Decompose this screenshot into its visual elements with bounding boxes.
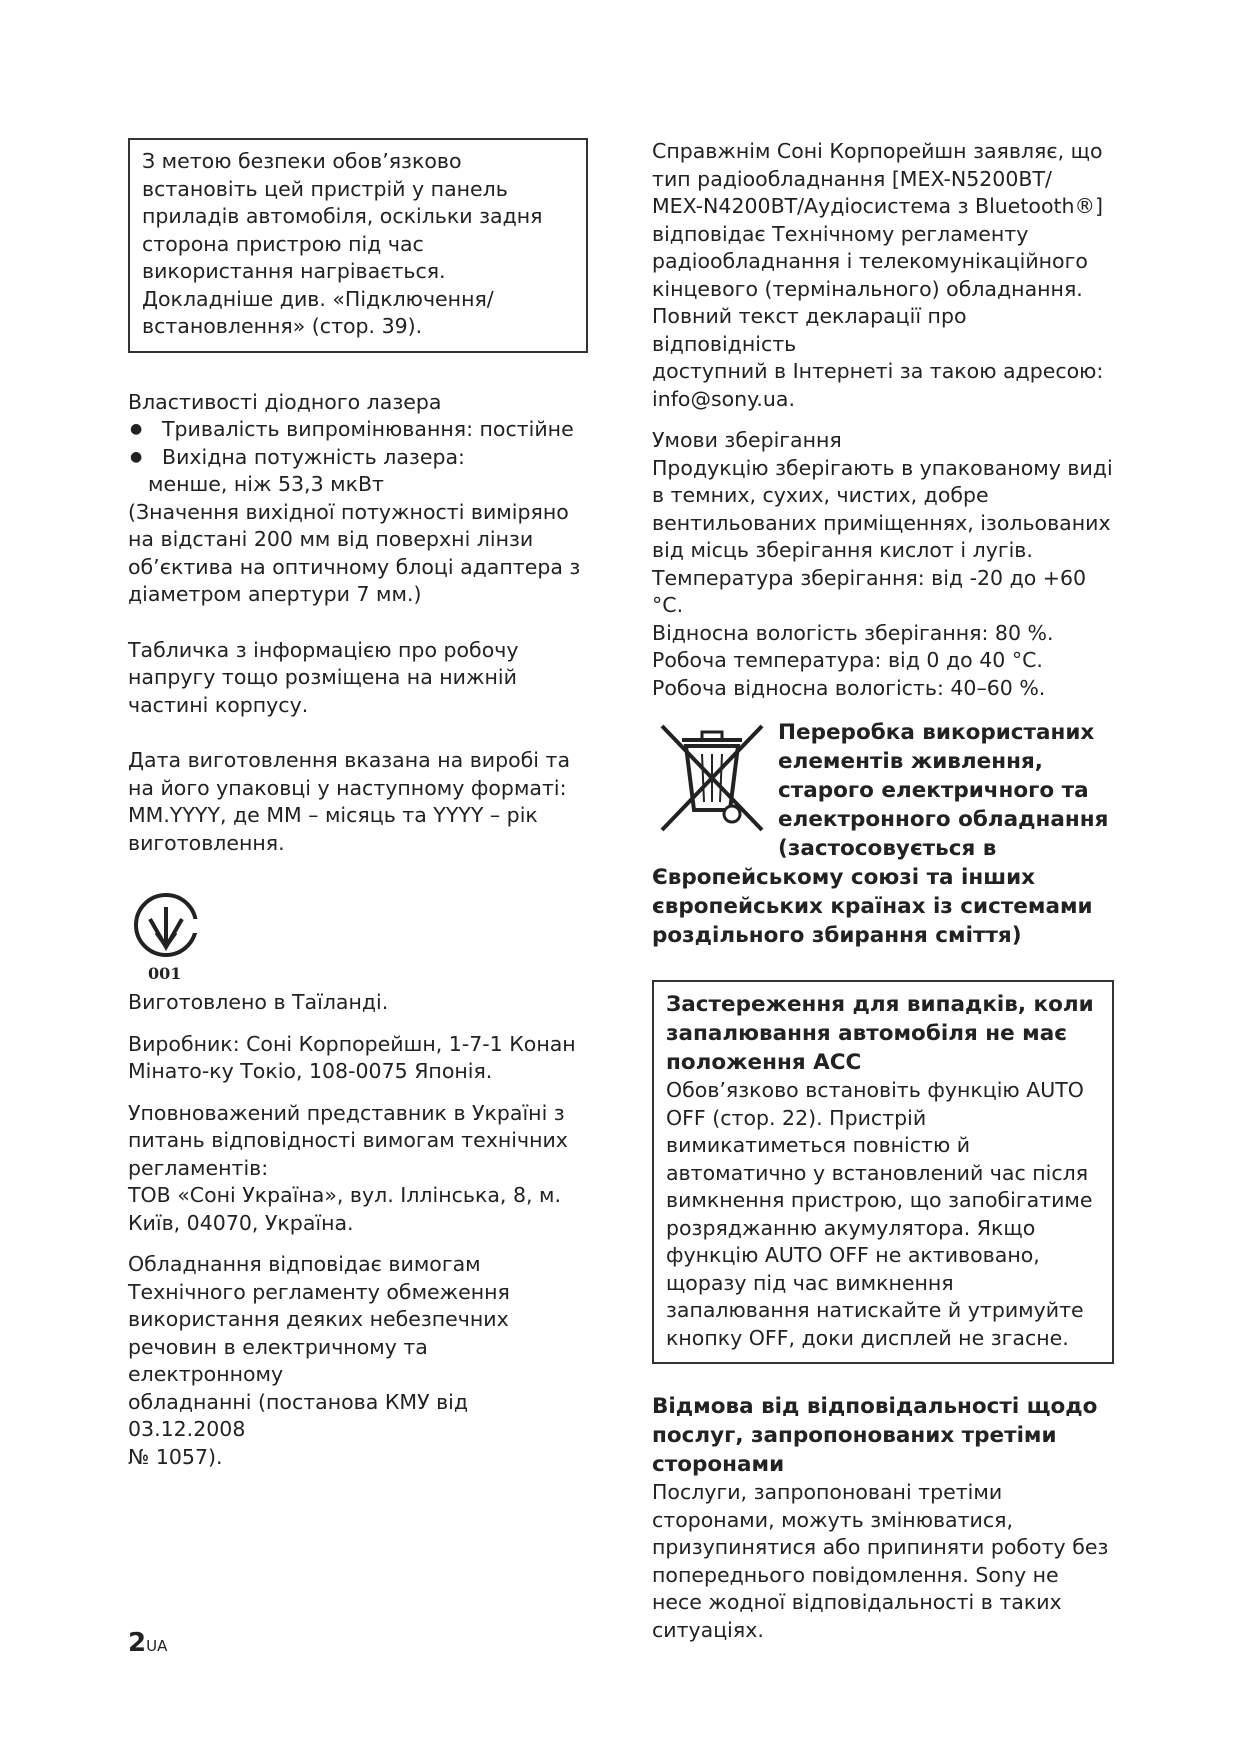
- declaration-line: info@sony.ua.: [652, 386, 795, 411]
- safety-line: Докладніше див. «Підключення/: [142, 286, 494, 311]
- declaration-line: MEX-N4200BT/Аудіосистема з Bluetooth®]: [652, 194, 1104, 218]
- representative-line: ТОВ «Соні Україна», вул. Іллінська, 8, м.: [128, 1183, 562, 1207]
- acc-title-line: запалювання автомобіля не має: [666, 1021, 1067, 1046]
- weee-title-line: Переробка використаних: [778, 720, 1095, 745]
- declaration-line: відповідає Технічному регламенту: [652, 221, 1029, 246]
- manufacture-date-section: [128, 747, 588, 857]
- bullet-item: ● Вихідна потужність лазера:: [128, 444, 588, 472]
- bullet-item: ● Тривалість випромінювання: постійне: [128, 416, 588, 444]
- acc-body-line: кнопку OFF, доки дисплей не згасне.: [666, 1325, 1069, 1350]
- disclaimer-body-line: Послуги, запропоновані третіми: [652, 1480, 1003, 1504]
- acc-title-line: положення ACC: [666, 1050, 862, 1075]
- date-line: виготовлення.: [128, 830, 285, 855]
- compliance-line: використання деяких небезпечних: [128, 1307, 509, 1331]
- weee-title-line: роздільного збирання сміття): [652, 923, 1022, 948]
- manufacturer-section: [128, 1031, 588, 1086]
- safety-line: встановлення» (стор. 39).: [142, 314, 423, 338]
- acc-body-line: запалювання натискайте й утримуйте: [666, 1298, 1084, 1322]
- storage-line: в темних, сухих, чистих, добре: [652, 483, 989, 507]
- weee-title-line: елементів живлення,: [778, 749, 1043, 774]
- representative-section: [128, 1100, 588, 1238]
- laser-bullets: [128, 416, 588, 471]
- declaration-section: [652, 138, 1114, 413]
- page-number-value: 2: [128, 1628, 147, 1658]
- representative-line: питань відповідності вимогам технічних: [128, 1128, 568, 1152]
- laser-note-line: на відстані 200 мм від поверхні лінзи: [128, 527, 534, 551]
- storage-line: Робоча температура: від 0 до 40 °C.: [652, 648, 1043, 672]
- laser-power: менше, ніж 53,3 мкВт: [148, 472, 384, 496]
- voltage-line: Табличка з інформацією про робочу: [128, 637, 519, 662]
- storage-line: Температура зберігання: від -20 до +60 °C.: [652, 565, 1087, 617]
- disclaimer-body-line: попереднього повідомлення. Sony не: [652, 1562, 1059, 1587]
- laser-note-line: (Значення вихідної потужності виміряно: [128, 499, 569, 524]
- laser-note-line: об’єктива на оптичному блоці адаптера з: [128, 554, 581, 579]
- compliance-line: Технічного регламенту обмеження: [128, 1279, 510, 1304]
- acc-body-line: вимкнення пристрою, що запобігатиме: [666, 1188, 1093, 1212]
- compliance-line: обладнанні (постанова КМУ від 03.12.2008: [128, 1389, 469, 1441]
- declaration-line: Справжнім Соні Корпорейшн заявляє, що: [652, 139, 1103, 163]
- weee-title-side: [778, 718, 1108, 863]
- disclaimer-body-line: несе жодної відповідальності в таких: [652, 1590, 1062, 1614]
- voltage-line: частині корпусу.: [128, 692, 309, 717]
- weee-title-line: європейських країнах із системами: [652, 894, 1093, 919]
- ua-mark-number: 001: [148, 964, 182, 983]
- weee-title-line: (застосовується в: [778, 836, 997, 861]
- acc-body-line: Обов’язково встановіть функцію AUTO: [666, 1078, 1084, 1102]
- storage-line: вентильованих приміщеннях, ізольованих: [652, 510, 1111, 535]
- storage-title: Умови зберігання: [652, 428, 842, 452]
- declaration-line: доступний в Інтернеті за такою адресою:: [652, 359, 1104, 383]
- crossed-bin-icon: [652, 718, 772, 838]
- representative-line: Київ, 04070, Україна.: [128, 1210, 354, 1235]
- disclaimer-title-line: сторонами: [652, 1452, 785, 1477]
- manufacturer-line: Виробник: Соні Корпорейшн, 1-7-1 Конан: [128, 1031, 576, 1056]
- voltage-plate-section: [128, 637, 588, 720]
- safety-line: встановіть цей пристрій у панель: [142, 176, 508, 201]
- storage-line: Відносна вологість зберігання: 80 %.: [652, 620, 1054, 645]
- disclaimer-title-line: Відмова від відповідальності щодо: [652, 1394, 1098, 1419]
- weee-header: [652, 718, 1114, 863]
- storage-line: Робоча відносна вологість: 40–60 %.: [652, 675, 1046, 700]
- safety-warning-box: [128, 138, 588, 353]
- compliance-line: речовин в електричному та електронному: [128, 1334, 428, 1386]
- safety-line: З метою безпеки обов’язково: [142, 149, 462, 173]
- disclaimer-body-line: ситуаціях.: [652, 1617, 764, 1642]
- weee-title-line: електронного обладнання: [778, 807, 1109, 832]
- made-in: Виготовлено в Таїланді.: [128, 990, 389, 1014]
- acc-body-line: вимикатиметься повністю й: [666, 1133, 971, 1157]
- left-column: [128, 138, 588, 1471]
- acc-body-line: автоматично у встановлений час після: [666, 1160, 1089, 1185]
- acc-body-line: щоразу під час вимкнення: [666, 1270, 954, 1295]
- representative-line: Уповноважений представник в Україні з: [128, 1100, 565, 1125]
- date-line: Дата виготовлення вказана на виробі та: [128, 748, 571, 772]
- declaration-line: кінцевого (термінального) обладнання.: [652, 276, 1083, 301]
- laser-section: [128, 389, 588, 609]
- manufacturer-line: Мінато-ку Токіо, 108-0075 Японія.: [128, 1059, 493, 1083]
- date-line: MM.YYYY, де MM – місяць та YYYY – рік: [128, 803, 538, 827]
- weee-title-line: Європейському союзі та інших: [652, 865, 1036, 890]
- storage-section: [652, 427, 1114, 702]
- compliance-line: № 1057).: [128, 1444, 223, 1469]
- ua-conformity-mark: [128, 889, 588, 989]
- disclaimer-title-line: послуг, запропонованих третіми: [652, 1423, 1057, 1448]
- storage-line: від місць зберігання кислот і лугів.: [652, 538, 1033, 562]
- acc-body-line: OFF (стор. 22). Пристрій: [666, 1105, 927, 1130]
- compliance-line: Обладнання відповідає вимогам: [128, 1252, 481, 1276]
- weee-title-line: старого електричного та: [778, 778, 1089, 803]
- acc-body-line: функцію AUTO OFF не активовано,: [666, 1243, 1040, 1267]
- page-number-suffix: UA: [146, 1637, 168, 1655]
- right-column: [652, 138, 1114, 1644]
- ua-conformity-icon: [128, 889, 208, 985]
- date-line: на його упаковці у наступному форматі:: [128, 775, 567, 800]
- laser-title: Властивості діодного лазера: [128, 389, 442, 414]
- voltage-line: напругу тощо розміщена на нижній: [128, 665, 517, 689]
- weee-section: [652, 718, 1114, 950]
- safety-line: використання нагрівається.: [142, 259, 446, 283]
- disclaimer-body-line: призупинятися або припиняти роботу без: [652, 1535, 1109, 1559]
- compliance-section: [128, 1251, 588, 1471]
- storage-line: Продукцію зберігають в упакованому виді: [652, 455, 1113, 480]
- declaration-line: тип радіообладнання [MEX-N5200BT/: [652, 166, 1052, 191]
- representative-line: регламентів:: [128, 1155, 269, 1180]
- acc-title-line: Застереження для випадків, коли: [666, 992, 1094, 1017]
- safety-line: приладів автомобіля, оскільки задня: [142, 204, 543, 228]
- safety-line: сторона пристрою під час: [142, 231, 424, 256]
- laser-note-line: діаметром апертури 7 мм.): [128, 582, 422, 606]
- acc-warning-box: [652, 980, 1114, 1364]
- disclaimer-body-line: сторонами, можуть змінюватися,: [652, 1507, 1013, 1532]
- acc-body-line: розряджанню акумулятора. Якщо: [666, 1215, 1036, 1240]
- disclaimer-section: [652, 1392, 1114, 1644]
- page-number: [128, 1628, 167, 1658]
- declaration-line: радіообладнання і телекомунікаційного: [652, 249, 1088, 273]
- declaration-line: Повний текст декларації про відповідність: [652, 304, 967, 356]
